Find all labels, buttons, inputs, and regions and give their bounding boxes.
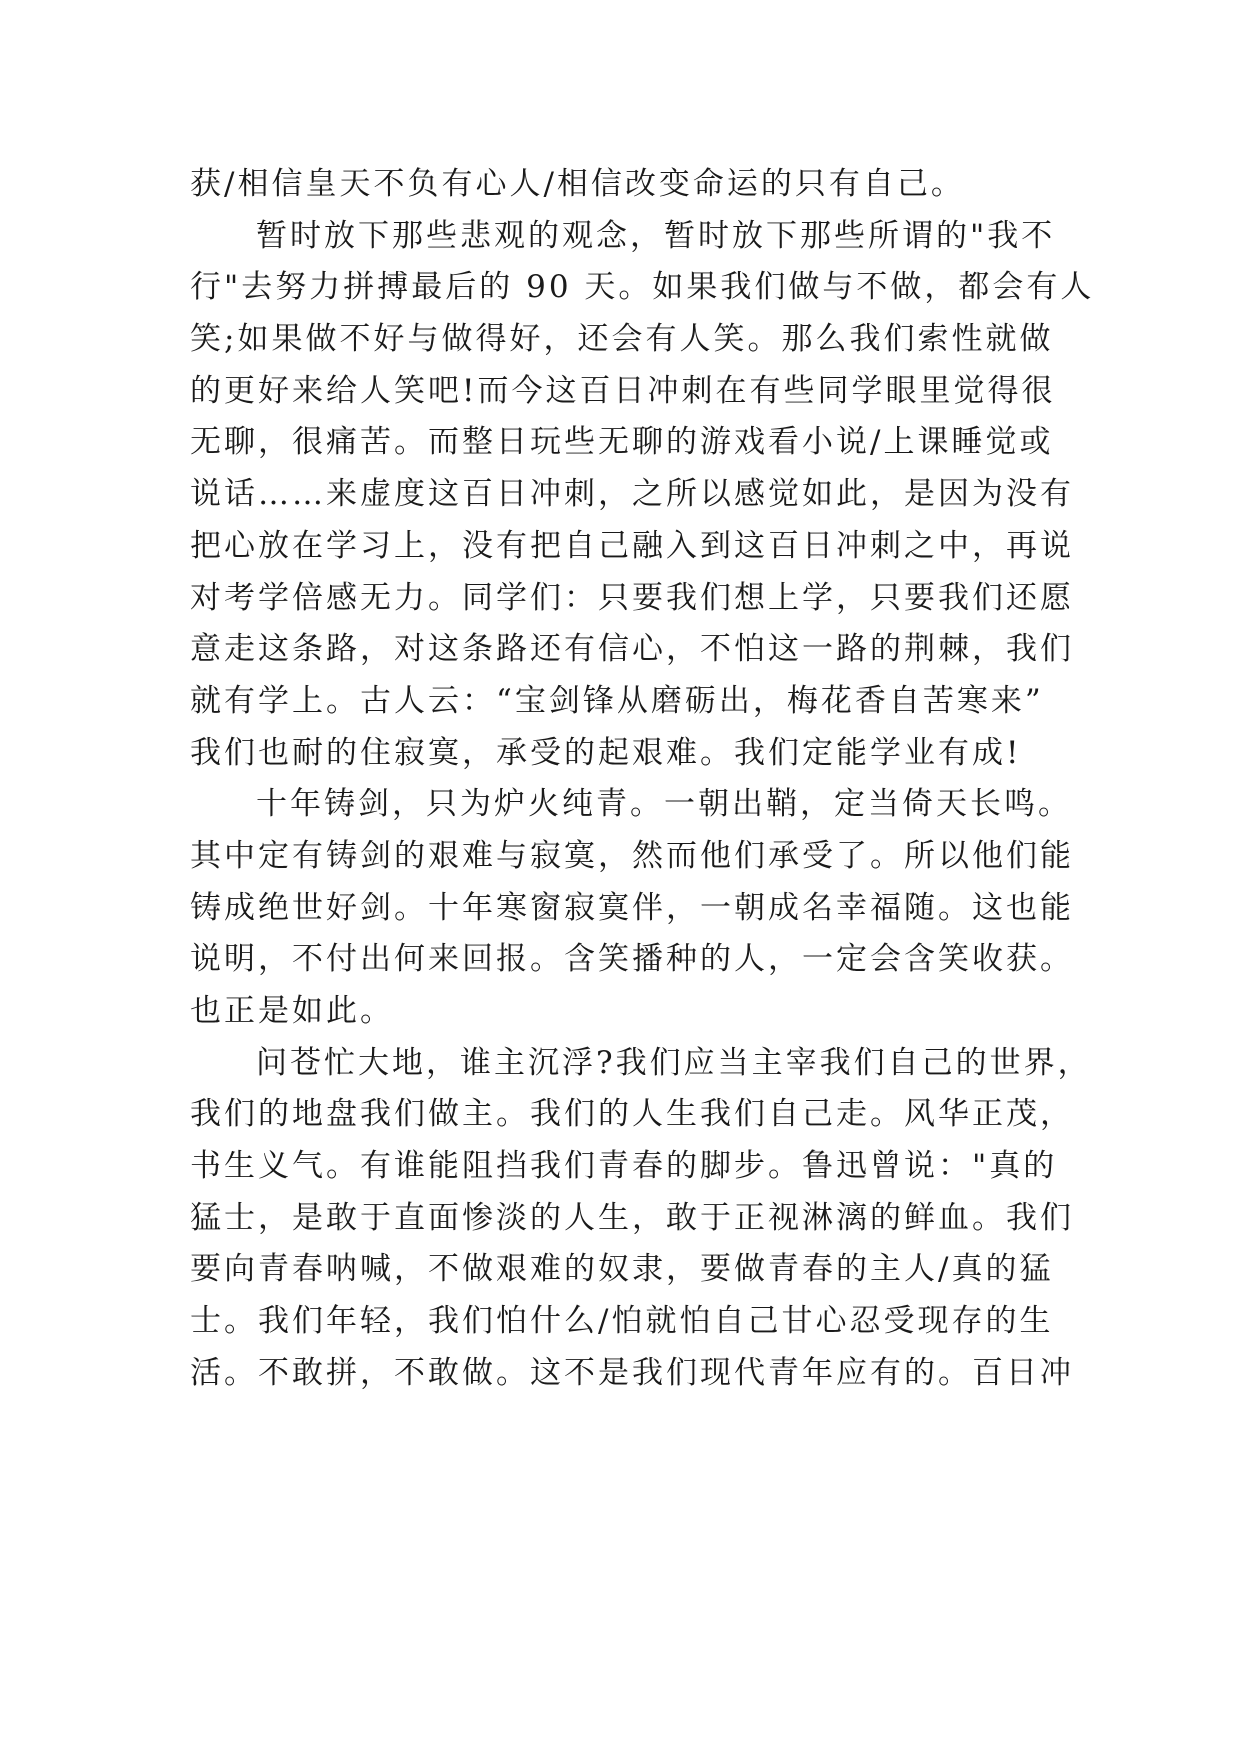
text-line: 我们的地盘我们做主。我们的人生我们自己走。风华正茂，: [190, 1096, 1074, 1133]
text-line: 说明，不付出何来回报。含笑播种的人，一定会含笑收获。: [190, 941, 1074, 978]
text-line: 把心放在学习上，没有把自己融入到这百日冲刺之中，再说: [190, 527, 1074, 564]
text-line: 的更好来给人笑吧!而今这百日冲刺在有些同学眼里觉得很: [190, 372, 1056, 409]
text-line: 活。不敢拼，不敢做。这不是我们现代青年应有的。百日冲: [190, 1354, 1074, 1391]
text-line: 猛士，是敢于直面惨淡的人生，敢于正视淋漓的鲜血。我们: [190, 1199, 1074, 1236]
text-line: 我们也耐的住寂寞，承受的起艰难。我们定能学业有成!: [190, 734, 1022, 771]
text-line: 行"去努力拼搏最后的 90 天。如果我们做与不做，都会有人: [190, 269, 1095, 306]
text-line: 就有学上。古人云：“宝剑锋从磨砺出，梅花香自苦寒来”: [190, 682, 1044, 719]
text-line: 也正是如此。: [190, 993, 394, 1029]
text-line: 对考学倍感无力。同学们：只要我们想上学，只要我们还愿: [190, 579, 1074, 616]
text-line: 意走这条路，对这条路还有信心，不怕这一路的荆棘，我们: [190, 631, 1074, 668]
text-line: 书生义气。有谁能阻挡我们青春的脚步。鲁迅曾说："真的: [190, 1148, 1058, 1185]
paragraph-start-line: 暂时放下那些悲观的观念，暂时放下那些所谓的"我不: [256, 217, 1056, 254]
text-line: 无聊，很痛苦。而整日玩些无聊的游戏看小说/上课睡觉或: [190, 424, 1054, 461]
paragraph-start-line: 问苍忙大地，谁主沉浮?我们应当主宰我们自己的世界，: [256, 1044, 1092, 1081]
text-line: 要向青春呐喊，不做艰难的奴隶，要做青春的主人/真的猛: [190, 1251, 1054, 1288]
text-line: 铸成绝世好剑。十年寒窗寂寞伴，一朝成名幸福随。这也能: [190, 889, 1074, 926]
text-line: 笑;如果做不好与做得好，还会有人笑。那么我们索性就做: [190, 321, 1054, 358]
text-line: 士。我们年轻，我们怕什么/怕就怕自己甘心忍受现存的生: [190, 1303, 1054, 1340]
text-line: 说话……来虚度这百日冲刺，之所以感觉如此，是因为没有: [190, 476, 1074, 513]
paragraph-start-line: 十年铸剑，只为炉火纯青。一朝出鞘，定当倚天长鸣。: [256, 786, 1072, 823]
document-body: [190, 159, 1095, 1400]
text-line: 获/相信皇天不负有心人/相信改变命运的只有自己。: [190, 166, 965, 202]
text-line: 其中定有铸剑的艰难与寂寞，然而他们承受了。所以他们能: [190, 837, 1074, 874]
